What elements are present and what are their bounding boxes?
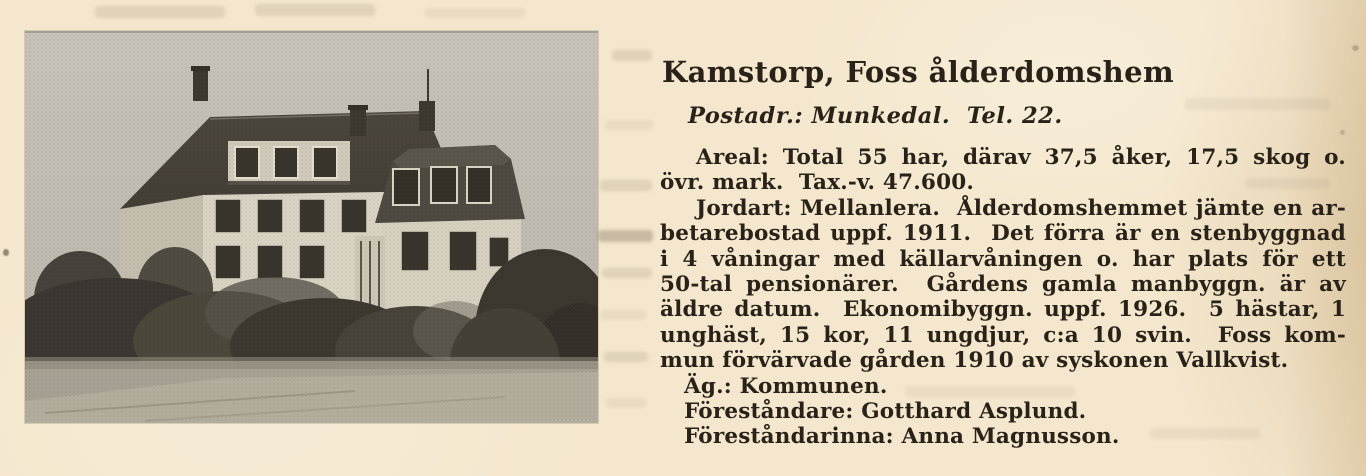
body-line: unghäst, 15 kor, 11 ungdjur, c:a 10 svin. Foss kom- bbox=[660, 322, 1346, 348]
bleed-mark bbox=[604, 352, 648, 362]
paper-speck bbox=[1352, 45, 1359, 51]
manager-line: Föreståndare: Gotthard Asplund. bbox=[684, 399, 1087, 425]
bleed-mark bbox=[612, 50, 652, 61]
owner-line: Äg.: Kommunen. bbox=[684, 373, 888, 399]
body-line: i 4 våningar med källarvåningen o. har plats för ett bbox=[660, 246, 1346, 272]
body-line: Areal: Total 55 har, därav 37,5 åker, 17,5 skog o. bbox=[696, 145, 1346, 170]
bleed-mark bbox=[425, 8, 525, 18]
building-photo bbox=[25, 31, 598, 423]
directory-entry bbox=[660, 55, 1346, 450]
bleed-mark bbox=[602, 268, 652, 278]
postal-address-line: Postadr.: Munkedal. Tel. 22. bbox=[688, 103, 1063, 129]
body-line: betarebostad uppf. 1911. Det förra är en stenbyggnad bbox=[660, 221, 1346, 247]
bleed-mark bbox=[600, 180, 652, 191]
body-line: mun förvärvade gården 1910 av syskonen Vallkvist. bbox=[660, 348, 1289, 374]
body-line: 50-tal pensionärer. Gårdens gamla manbyggn. är av bbox=[660, 272, 1346, 298]
bleed-mark bbox=[598, 230, 653, 242]
matron-line: Föreståndarinna: Anna Magnusson. bbox=[684, 424, 1120, 450]
body-line: Jordart: Mellanlera. Ålderdomshemmet jämte en ar- bbox=[696, 195, 1346, 221]
paper-speck bbox=[3, 249, 9, 256]
bleed-mark bbox=[605, 120, 653, 130]
bleed-mark bbox=[255, 4, 375, 16]
entry-title: Kamstorp, Foss ålderdomshem bbox=[662, 55, 1175, 89]
body-line: övr. mark. Tax.-v. 47.600. bbox=[660, 170, 975, 196]
halftone-overlay bbox=[25, 31, 598, 423]
bleed-mark bbox=[606, 398, 646, 408]
bleed-mark bbox=[600, 310, 646, 320]
bleed-mark bbox=[95, 6, 225, 18]
body-line: äldre datum. Ekonomibyggn. uppf. 1926. 5 hästar, 1 bbox=[660, 297, 1346, 323]
photo-top-edge bbox=[25, 31, 598, 33]
building-illustration bbox=[25, 31, 598, 423]
